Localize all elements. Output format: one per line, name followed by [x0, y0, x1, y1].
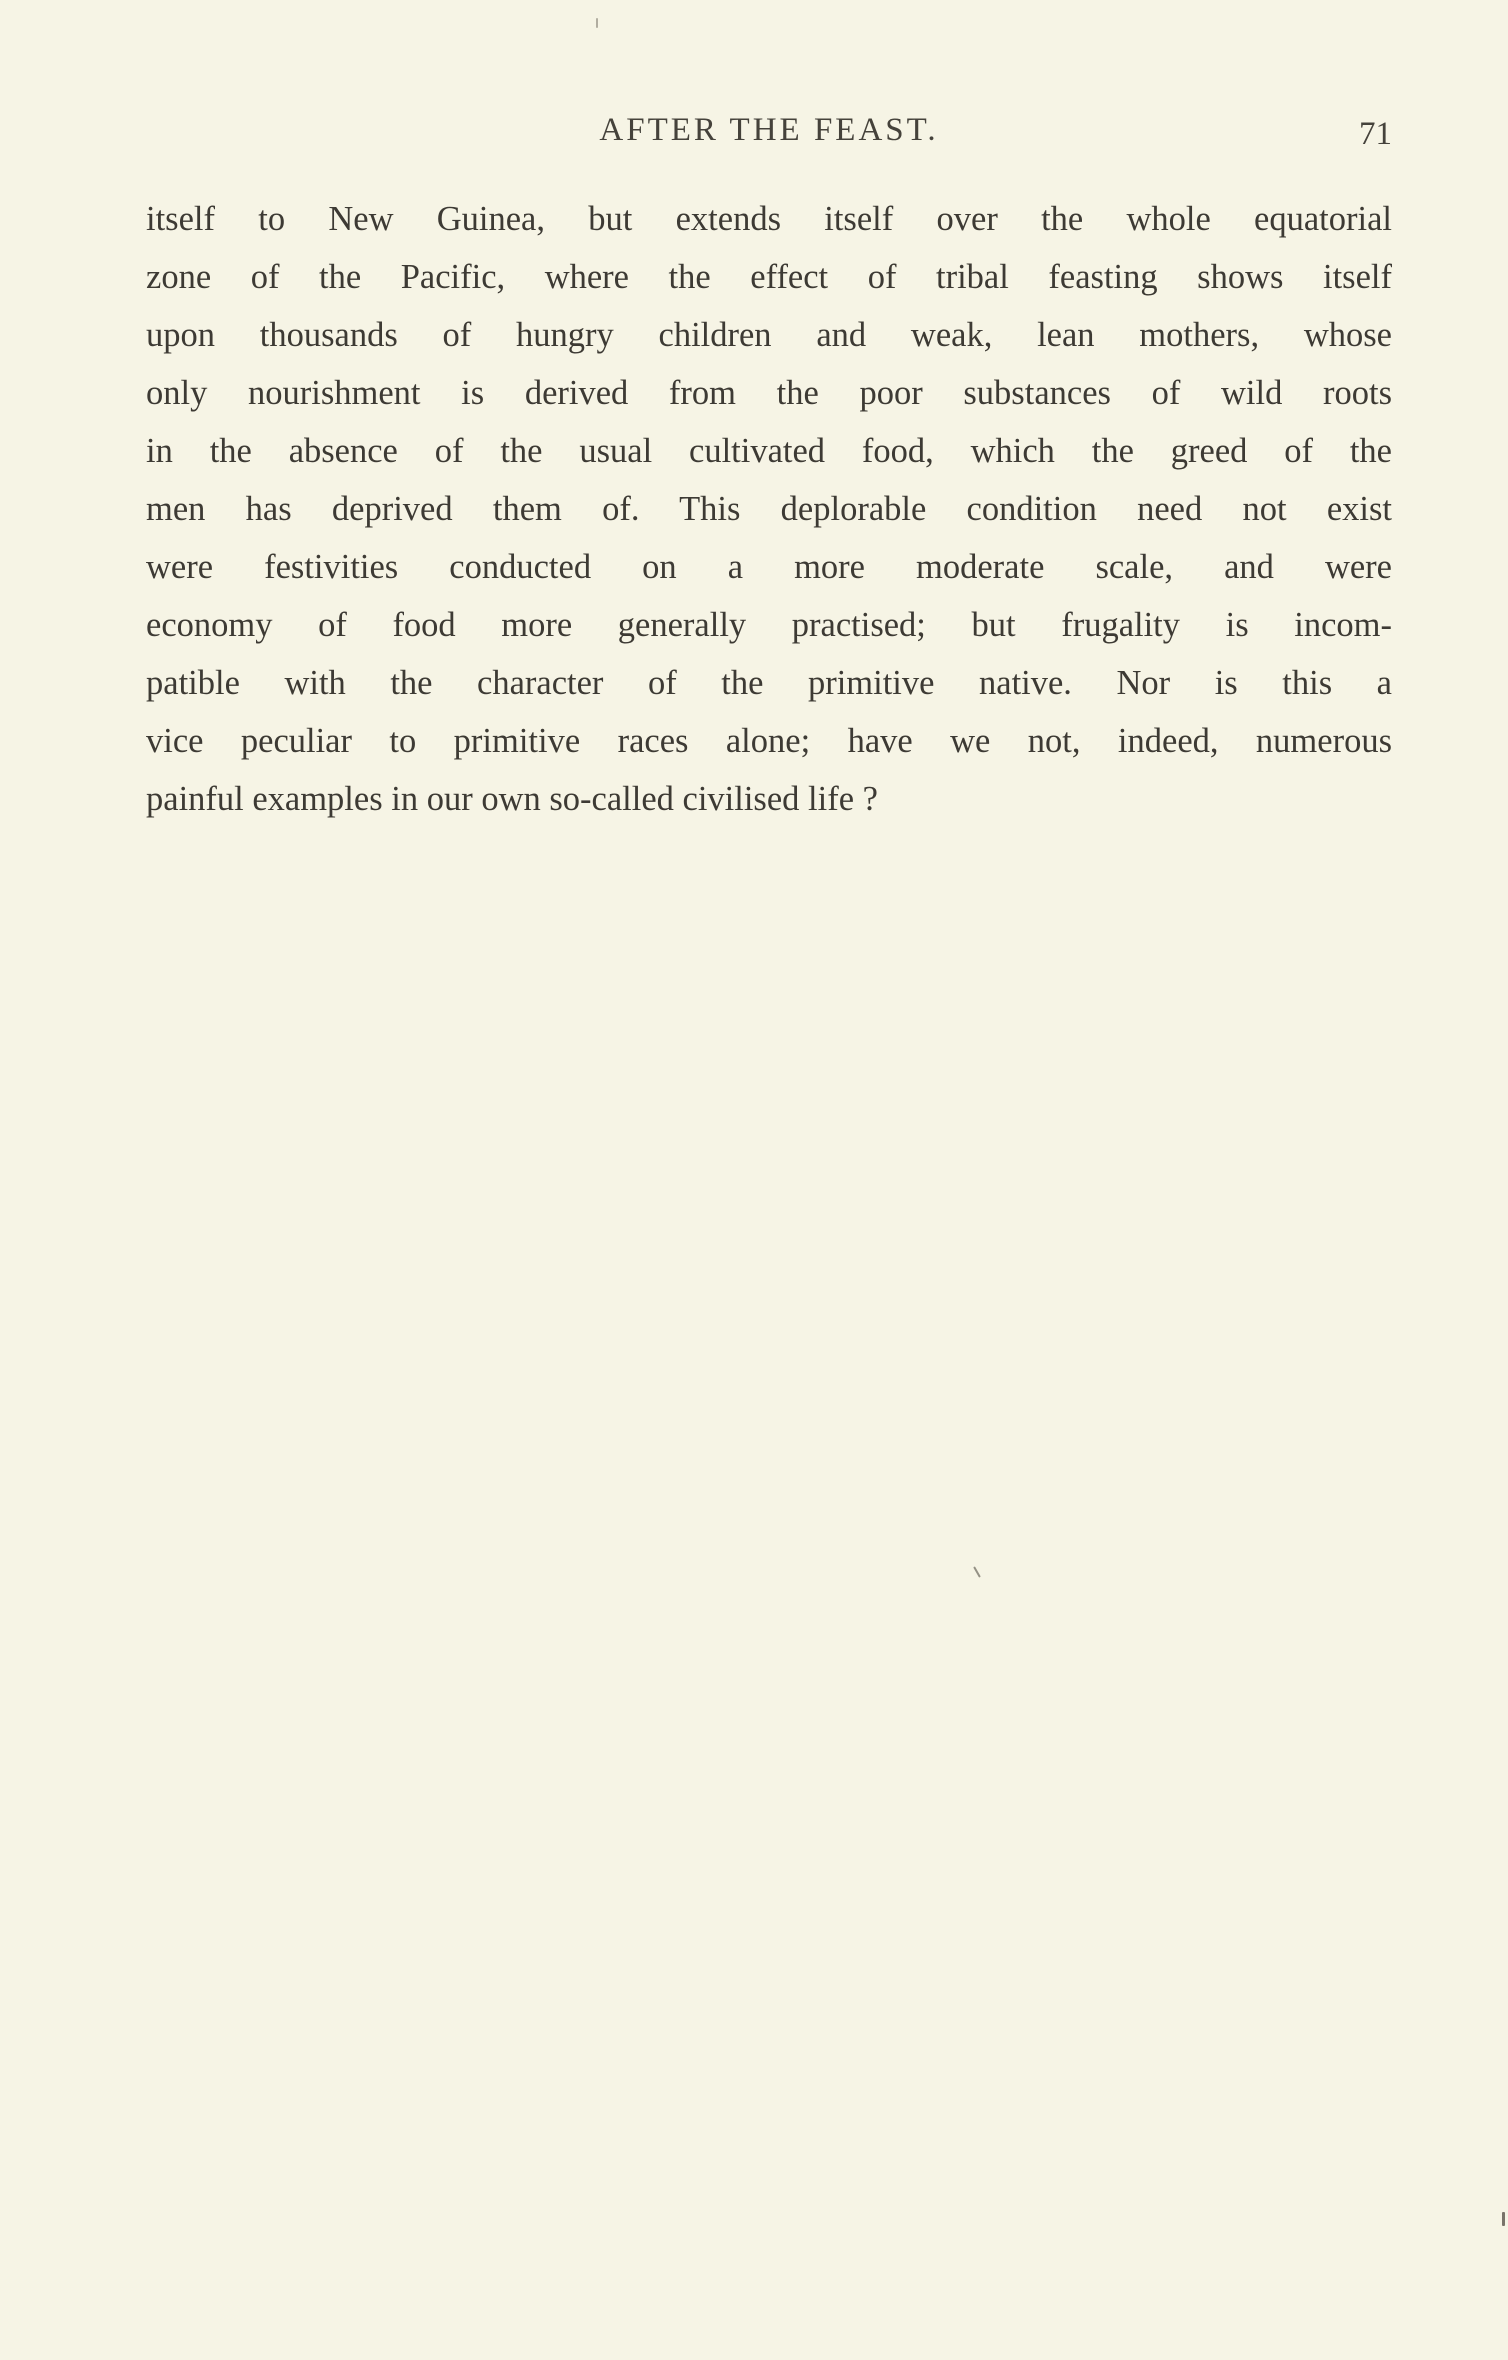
print-speck: [596, 18, 598, 28]
text-line: zone of the Pacific, where the effect of tribal feasting shows itself: [146, 258, 1392, 296]
text-line: only nourishment is derived from the poor substances of wild roots: [146, 374, 1392, 412]
text-line: itself to New Guinea, but extends itself over the whole equatorial: [146, 200, 1392, 238]
running-head: [146, 108, 1392, 152]
body-paragraph: [146, 190, 1392, 828]
text-line: economy of food more generally practised; but frugality is incom-: [146, 606, 1392, 644]
page-number: 71: [1359, 116, 1392, 152]
text-line: vice peculiar to primitive races alone; have we not, indeed, numerous: [146, 722, 1392, 760]
running-title: AFTER THE FEAST.: [599, 112, 939, 148]
text-line: patible with the character of the primitive native. Nor is this a: [146, 664, 1392, 702]
text-line: painful examples in our own so-called civilised life ?: [146, 780, 878, 818]
print-speck: [1502, 2212, 1505, 2226]
text-line: were festivities conducted on a more moderate scale, and were: [146, 548, 1392, 586]
print-speck: [973, 1566, 981, 1577]
text-line: in the absence of the usual cultivated food, which the greed of the: [146, 432, 1392, 470]
text-line: upon thousands of hungry children and weak, lean mothers, whose: [146, 316, 1392, 354]
text-line: men has deprived them of. This deplorable condition need not exist: [146, 490, 1392, 528]
